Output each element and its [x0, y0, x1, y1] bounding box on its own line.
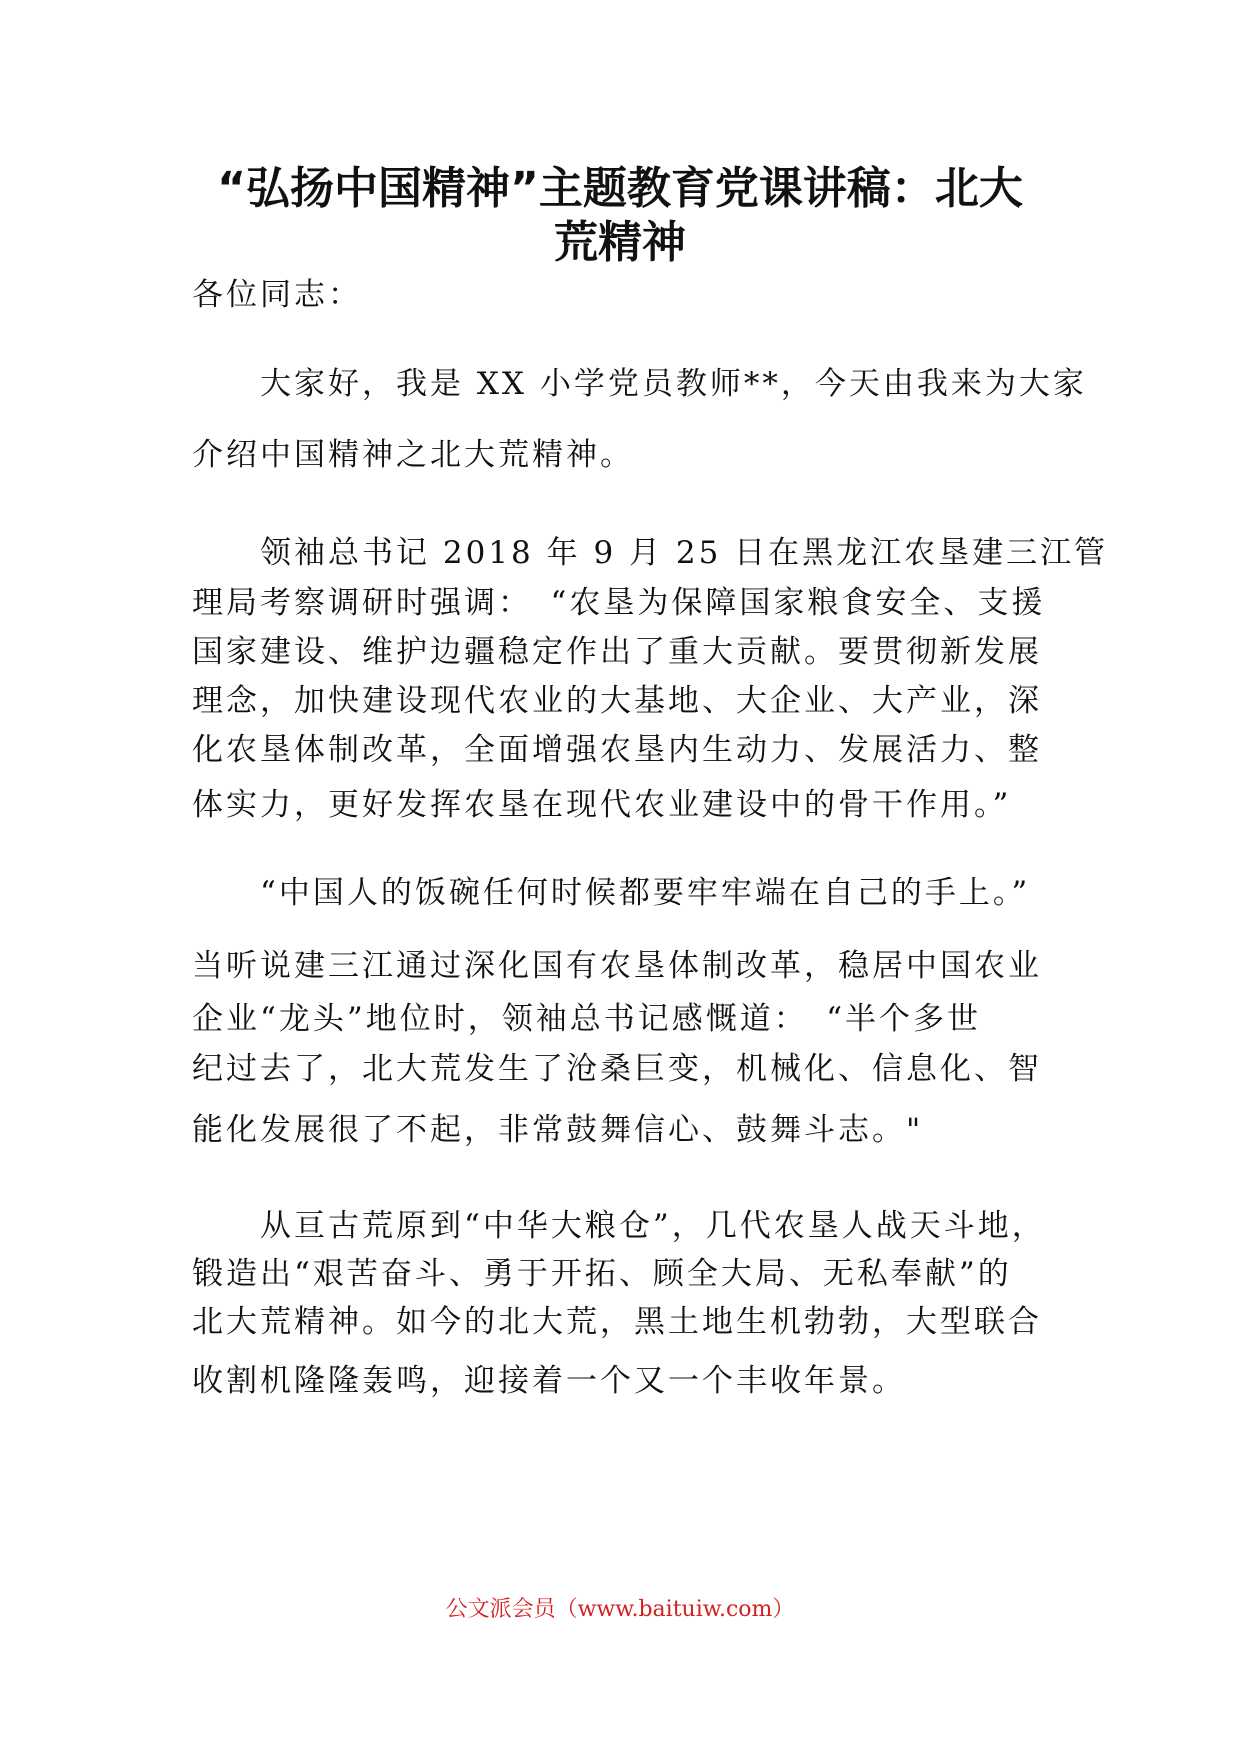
- salutation-text: 各位同志：: [192, 277, 362, 313]
- paragraph-line: 大家好，我是 XX 小学党员教师**，今天由我来为大家: [192, 366, 1087, 402]
- paragraph-line: 纪过去了，北大荒发生了沧桑巨变，机械化、信息化、智: [192, 1051, 1042, 1087]
- paragraph-line: 理局考察调研时强调： “农垦为保障国家粮食安全、支援: [192, 585, 1046, 621]
- paragraph-line: 收割机隆隆轰鸣，迎接着一个又一个丰收年景。: [192, 1363, 906, 1399]
- paragraph-line: 介绍中国精神之北大荒精神。: [192, 437, 634, 473]
- paragraph-line: 锻造出“艰苦奋斗、勇于开拓、顾全大局、无私奉献”的: [192, 1256, 1012, 1292]
- paragraph-line: “中国人的饭碗任何时候都要牢牢端在自己的手上。”: [192, 875, 1031, 911]
- title-line: 荒精神: [554, 217, 686, 268]
- paragraph-line: 企业“龙头”地位时，领袖总书记感慨道： “半个多世: [192, 1001, 982, 1037]
- salutation: [192, 277, 1052, 313]
- paragraph-line: 从亘古荒原到“中华大粮仓”，几代农垦人战天斗地，: [192, 1208, 1046, 1244]
- paragraph-line: 化农垦体制改革，全面增强农垦内生动力、发展活力、整: [192, 732, 1042, 768]
- paragraph-line: 体实力，更好发挥农垦在现代农业建设中的骨干作用。”: [192, 787, 1012, 823]
- paragraph-line: 能化发展很了不起，非常鼓舞信心、鼓舞斗志。": [192, 1112, 924, 1148]
- paragraph-line: 领袖总书记 2018 年 9 月 25 日在黑龙江农垦建三江管: [192, 535, 1109, 571]
- footer-watermark: 公文派会员（www.baituiw.com）: [445, 1597, 795, 1622]
- document-title: [180, 162, 1060, 270]
- paragraph-line: 国家建设、维护边疆稳定作出了重大贡献。要贯彻新发展: [192, 634, 1042, 670]
- title-line: “弘扬中国精神”主题教育党课讲稿：北大: [217, 163, 1023, 214]
- paragraph-line: 北大荒精神。如今的北大荒，黑土地生机勃勃，大型联合: [192, 1304, 1042, 1340]
- paragraph-line: 当听说建三江通过深化国有农垦体制改革，稳居中国农业: [192, 948, 1042, 984]
- paragraph-line: 理念，加快建设现代农业的大基地、大企业、大产业，深: [192, 683, 1042, 719]
